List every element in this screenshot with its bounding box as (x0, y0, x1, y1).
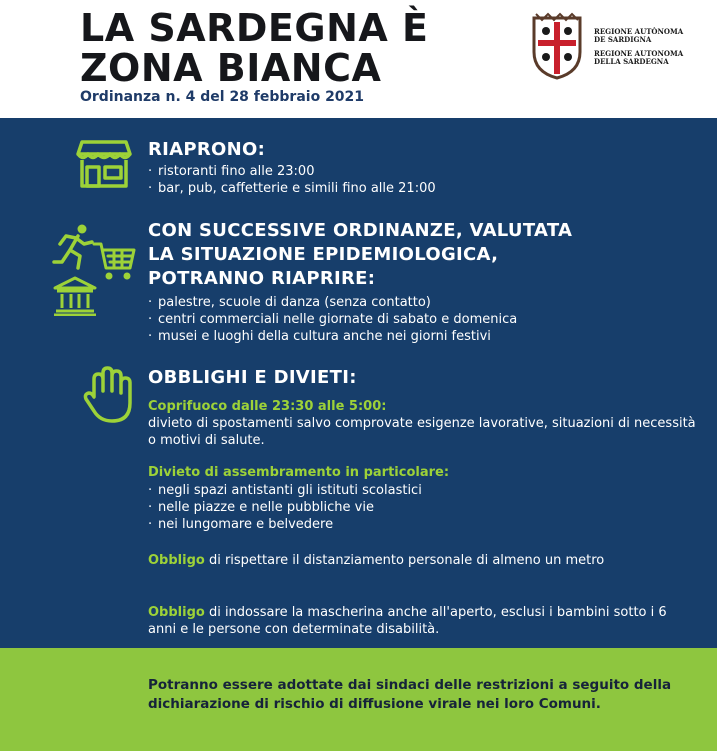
list-item: · nei lungomare e belvedere (148, 517, 334, 532)
assembramento-list (148, 482, 422, 533)
coprifuoco-label: Coprifuoco dalle 23:30 alle 5:00: (148, 399, 387, 414)
successive-list (148, 294, 517, 345)
successive-title: CON SUCCESSIVE ORDINANZE, VALUTATA LA SITUAZIONE EPIDEMIOLOGICA, POTRANNO RIAPRIRE: (148, 220, 573, 289)
obblighi-title: OBBLIGHI E DIVIETI: (148, 367, 357, 388)
regione-logo-text: REGIONE AUTÒNOMA DE SARDIGNA REGIONE AUTONOMA DELLA SARDEGNA (594, 27, 684, 67)
list-item: · centri commerciali nelle giornate di sabato e domenica (148, 312, 518, 327)
list-item: · bar, pub, caffetterie e simili fino alle 21:00 (148, 181, 436, 196)
obbligo-distanziamento: Obbligo di rispettare il distanziamento personale di almeno un metro (148, 553, 605, 568)
coprifuoco-block (148, 398, 698, 449)
list-item: · negli spazi antistanti gli istituti scolastici (148, 483, 422, 498)
regione-sardegna-crest-icon (528, 12, 586, 80)
shop-icon (76, 138, 132, 190)
assembramento-block (148, 464, 698, 481)
page-title: LA SARDEGNA È ZONA BIANCA (80, 6, 429, 90)
footer-banner (0, 648, 717, 751)
content-panel (0, 118, 717, 648)
hand-stop-icon (80, 363, 136, 425)
list-item: · nelle piazze e nelle pubbliche vie (148, 500, 374, 515)
list-item: · ristoranti fino alle 23:00 (148, 164, 315, 179)
header (0, 0, 717, 118)
museum-icon (52, 276, 98, 316)
ordinance-subtitle: Ordinanza n. 4 del 28 febbraio 2021 (80, 89, 365, 105)
riaprono-list (148, 163, 436, 197)
obbligo-mascherina: Obbligo di indossare la mascherina anche all'aperto, esclusi i bambini sotto i 6 anni e le persone con determinate disabilità. (148, 605, 667, 637)
shopping-cart-icon (92, 240, 136, 282)
coprifuoco-text: divieto di spostamenti salvo comprovate esigenze lavorative, situazioni di necessità o motivi di salute. (148, 416, 696, 448)
list-item: · palestre, scuole di danza (senza contatto) (148, 295, 431, 310)
riaprono-title: RIAPRONO: (148, 139, 266, 160)
assembramento-label: Divieto di assembramento in particolare: (148, 465, 450, 480)
list-item: · musei e luoghi della cultura anche nei giorni festivi (148, 329, 491, 344)
runner-icon (50, 222, 98, 270)
footer-text: Potranno essere adottate dai sindaci delle restrizioni a seguito della dichiarazione di rischio di diffusione virale nei loro Comuni. (148, 677, 672, 712)
